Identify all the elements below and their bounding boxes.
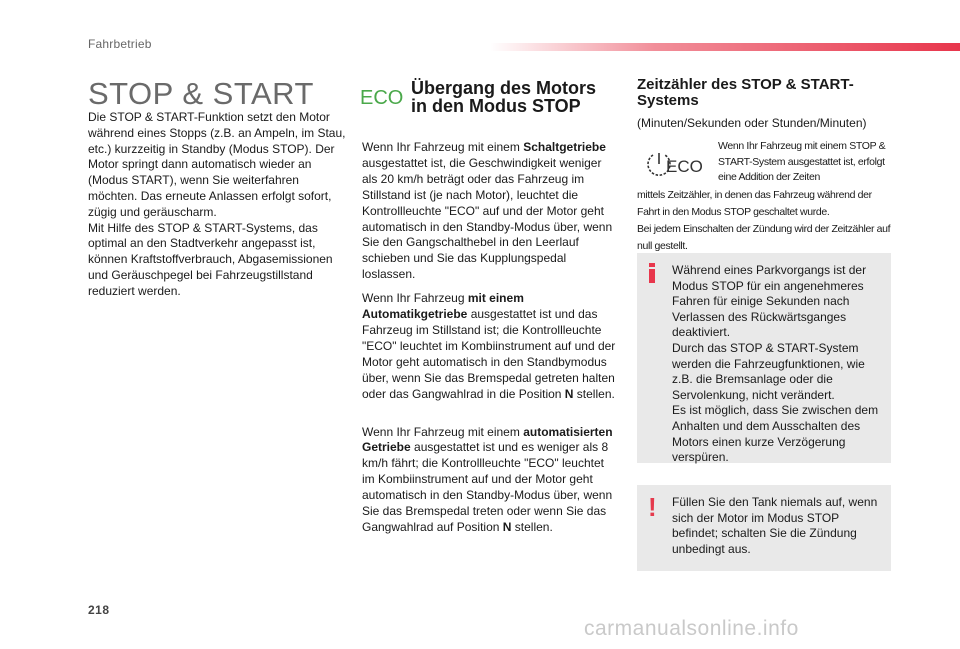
info-note-paragraph-3: Es ist möglich, dass Sie zwischen dem Anhalten und dem Ausschalten des Motors einen kurze Verzögerung verspüren. <box>672 403 879 465</box>
timer-text <box>637 187 895 255</box>
warning-icon: ! <box>648 492 657 522</box>
section-title-timer: Zeitzähler des STOP & START-Systems <box>637 76 854 109</box>
eco-timer-icon-text: ECO <box>666 157 703 176</box>
manual-gearbox-paragraph: Wenn Ihr Fahrzeug mit einem Schaltgetriebe ausgestattet ist, die Geschwindigkeit weniger als 20 km/h beträgt oder das Fahrzeug im Stillstand ist (je nach Motor), leuchtet die Kontrollleuchte "ECO" auf und der Motor geht automatisch in den Standby-Modus über, wenn Sie den Gangschalthebel in den Leerlauf schieben und Sie das Kupplungspedal loslassen. <box>362 140 613 282</box>
timer-text-1: mittels Zeitzähler, in denen das Fahrzeug während der Fahrt in den Modus STOP geschaltet wurde. <box>637 189 872 218</box>
timer-intro-text: Wenn Ihr Fahrzeug mit einem STOP & START-System ausgestattet ist, erfolgt eine Addition der Zeiten <box>718 140 886 184</box>
warning-note-text <box>672 495 884 557</box>
info-icon <box>647 263 657 283</box>
eco-icon-text: ECO <box>360 87 404 108</box>
timer-units: (Minuten/Sekunden oder Stunden/Minuten) <box>637 116 867 130</box>
automated-gearbox-paragraph: Wenn Ihr Fahrzeug mit einem automatisierten Getriebe ausgestattet ist und es weniger als 8 km/h fährt; die Kontrollleuchte "ECO" leuchtet im Kombiinstrument auf und der Motor geht automatisch in den Standby-Modus über, wenn Sie das Bremspedal treten oder wenn Sie das Gangwahlrad auf Position N stellen. <box>362 424 613 534</box>
intro-paragraph-2: Mit Hilfe des STOP & START-Systems, das optimal an den Stadtverkehr angepasst ist, können Kraftstoffverbrauch, Abgasemissionen und Geräuschpegel bei Fahrzeugstillstand reduziert werden. <box>88 220 333 298</box>
eco-icon <box>360 86 404 108</box>
intro-text <box>88 110 346 300</box>
info-note-text <box>672 263 884 466</box>
warning-note-paragraph: Füllen Sie den Tank niemals auf, wenn sich der Motor im Modus STOP befindet; schalten Sie die Zündung unbedingt aus. <box>672 495 878 556</box>
section-header: Fahrbetrieb <box>88 37 152 51</box>
watermark: carmanualsonline.info <box>584 617 799 640</box>
warning-note-box <box>637 485 891 571</box>
automatic-gearbox-paragraph: Wenn Ihr Fahrzeug mit einem Automatikgetriebe ausgestattet ist und das Fahrzeug im Stillstand ist; die Kontrollleuchte "ECO" leuchtet im Kombiinstrument auf und der Motor geht automatisch in den Standbymodus über, wenn Sie das Bremspedal getreten halten oder das Gangwahlrad in die Position N stellen. <box>362 291 616 401</box>
page-number: 218 <box>88 603 110 617</box>
info-note-paragraph-2: Durch das STOP & START-System werden die Fahrzeugfunktionen, wie z.B. die Bremsanlage oder die Servolenkung, nicht verändert. <box>672 340 865 402</box>
intro-paragraph-1: Die STOP & START-Funktion setzt den Motor während eines Stopps (z.B. an Ampeln, im Stau, etc.) kurzzeitig in Standby (Modus STOP). Der Motor springt dann automatisch wieder an (Modus START), wenn Sie weiterfahren möchten. Das erneute Anlassen erfolgt sofort, zügig und geräuscharm. <box>88 110 346 219</box>
page-title: STOP & START <box>88 76 314 111</box>
info-note-box <box>637 253 891 463</box>
header-accent-bar <box>490 43 960 51</box>
timer-text-2: Bei jedem Einschalten der Zündung wird der Zeitzähler auf null gestellt. <box>637 223 891 252</box>
stop-mode-text <box>362 140 618 544</box>
section-title-stop-mode: Übergang des Motors in den Modus STOP <box>411 78 597 116</box>
info-note-paragraph-1: Während eines Parkvorgangs ist der Modus STOP für ein angenehmeres Fahren für einige Sekunden nach Verlassen des Rückwärtsganges deaktiviert. <box>672 263 867 340</box>
eco-timer-icon <box>644 150 704 180</box>
